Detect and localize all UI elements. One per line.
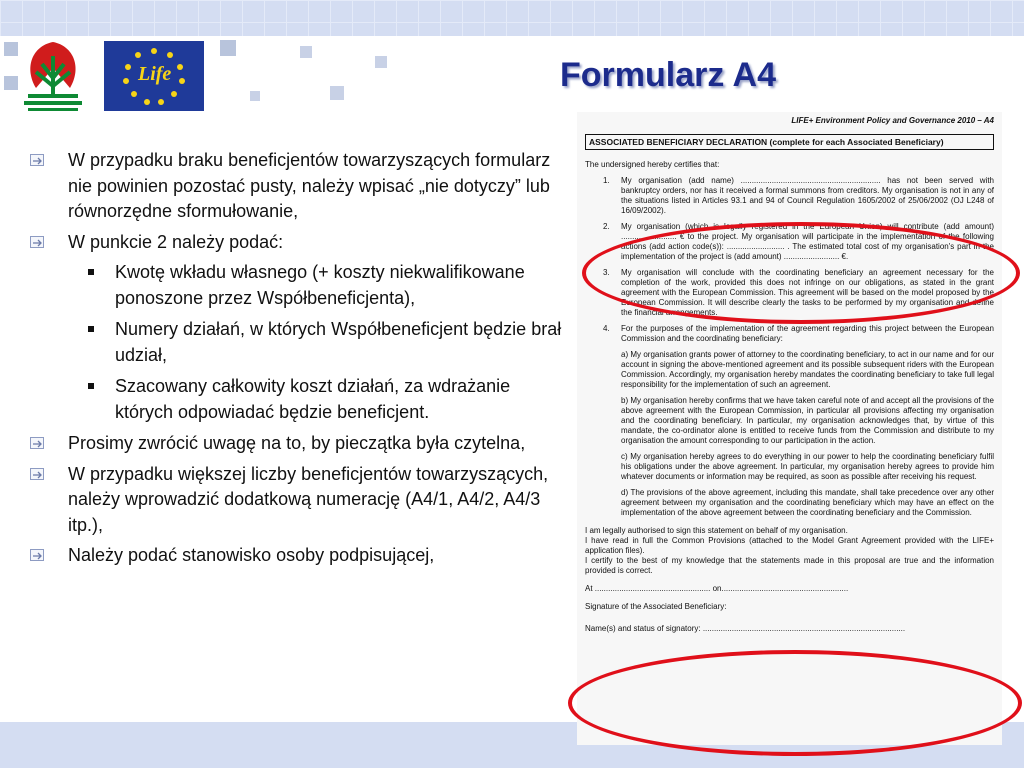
doc-names-line: Name(s) and status of signatory: ...........................................................................................: [585, 624, 906, 633]
highlight-oval-point-2: [582, 222, 1020, 324]
doc-intro: The undersigned hereby certifies that:: [585, 160, 720, 169]
grid-decoration: [0, 0, 1024, 36]
arrow-bullet-icon: [30, 549, 44, 561]
doc-header: LIFE+ Environment Policy and Governance 2010 – A4: [791, 116, 994, 125]
list-item: [30, 431, 565, 457]
ecological-fund-logo: [12, 38, 94, 114]
doc-signature-line: Signature of the Associated Beneficiary:: [585, 602, 727, 611]
doc-point-2: 2. My organisation (which is legally registered in the European Union) will contribute (add amount) ......................... € to the project. My organisation will participate in the implementation of the following actions (add action code(s)): .......................... . The estimated total cost of my organisation's part in the implementation of the project is (add amount) ......................... €.: [603, 222, 994, 261]
sub-list-item: [30, 374, 565, 425]
page-title: Formularz A4: [560, 56, 777, 94]
logo-strip: [0, 36, 400, 116]
list-item-text: W przypadku braku beneficjentów towarzyszących formularz nie powinien pozostać pusty, należy wpisać „nie dotyczy” lub równorzędne sformułowanie,: [68, 150, 551, 221]
sub-list-item: [30, 317, 565, 368]
doc-point-3: 3. My organisation will conclude with the coordinating beneficiary an agreement necessary for the completion of the work, provided this does not infringe on our obligations, as stated in the grant agreement with the European Commission. This agreement will be based on the model proposed by the European Commission. It will describe clearly the tasks to be performed by my organisation and define the financial arrangements.: [603, 268, 994, 317]
list-item-text: W przypadku większej liczby beneficjentów towarzyszących, należy wprowadzić dodatkową numerację (A4/1, A4/2, A4/3 itp.),: [68, 463, 549, 535]
list-item: [30, 230, 565, 256]
life-logo-text: Life: [138, 63, 172, 85]
doc-point-text: My organisation (add name) ............................................................... has not been served with bankruptcy orders, nor has it received a formal summons from creditors. My organisation is not in any of the situations listed in Articles 93.1 and 94 of Council Regulation 1605/2002 of 25/06/2002 (OJ L248 of 16/09/2002).: [621, 176, 994, 215]
square-bullet-icon: [88, 269, 94, 275]
sub-list-item-text: Szacowany całkowity koszt działań, za wdrażanie których odpowiadać będzie beneficjent.: [115, 376, 511, 422]
doc-place-date-line: At .................................................... on.........................................................: [585, 584, 849, 593]
sub-list-item: [30, 260, 565, 311]
square-bullet-icon: [88, 326, 94, 332]
list-item: [30, 543, 565, 569]
doc-point-4c: c) My organisation hereby agrees to do everything in our power to help the coordinating beneficiary fulfil his obligations under the above agreement. In particular, my organisation hereby agrees to provide him whatever documents or information may be required, as soon as possible after receiving his request.: [621, 452, 994, 481]
arrow-bullet-icon: [30, 236, 44, 248]
sub-list-item-text: Numery działań, w których Współbeneficjent będzie brał udział,: [115, 319, 562, 365]
list-item-text: Należy podać stanowisko osoby podpisującej,: [68, 545, 435, 565]
doc-point-4b: b) My organisation hereby confirms that we have taken careful note of and accept all the provisions of the above agreement with the European Commission, in particular all provisions affecting my organisation and the coordinating beneficiary. In particular, my organisation acknowledges that, by virtue of this mandate, the co-ordinator alone is entitled to receive funds from the Commission and distribute to my organisation the amount corresponding to our participation in the action.: [621, 396, 994, 445]
sub-list-item-text: Kwotę wkładu własnego (+ koszty niekwalifikowane ponoszone przez Współbeneficjenta),: [115, 262, 525, 308]
list-item: [30, 148, 565, 225]
doc-point-4a: a) My organisation grants power of attorney to the coordinating beneficiary, to act in our name and for our account in signing the above-mentioned agreement and its possible subsequent riders with the European Commission. Accordingly, my organisation hereby mandates the coordinating beneficiary to take full legal responsibility for the implementation of such an agreement.: [621, 350, 994, 389]
arrow-bullet-icon: [30, 437, 44, 449]
top-band: [0, 0, 1024, 36]
arrow-bullet-icon: [30, 468, 44, 480]
eu-life-logo: [104, 41, 204, 111]
doc-point-text: My organisation will conclude with the coordinating beneficiary an agreement necessary for the completion of the work, provided this does not infringe on our obligations, as stated in the grant agreement with the European Commission. This agreement will be based on the model proposed by the European Commission. It will describe clearly the tasks to be performed by my organisation and define the financial arrangements.: [621, 268, 994, 317]
doc-point-4d: d) The provisions of the above agreement, including this mandate, shall take precedence over any other agreement between my organisation and the coordinating beneficiary which may have an effect on the implementation of the above agreement between the coordinating beneficiary and the Commission.: [621, 488, 994, 517]
doc-point-4: 4. For the purposes of the implementation of the agreement regarding this project between the European Commission and the coordinating beneficiary:: [603, 324, 994, 343]
square-bullet-icon: [88, 383, 94, 389]
doc-point-text: For the purposes of the implementation of the agreement regarding this project between the European Commission and the coordinating beneficiary:: [621, 324, 994, 343]
list-item-text: Prosimy zwrócić uwagę na to, by pieczątka była czytelna,: [68, 433, 526, 453]
arrow-bullet-icon: [30, 154, 44, 166]
doc-sign-statement-2: I have read in full the Common Provisions (attached to the Model Grant Agreement provided with the LIFE+ application files).: [585, 536, 994, 555]
doc-point-1: 1. My organisation (add name) ............................................................... has not been served with bankruptcy orders, nor has it received a formal summons from creditors. My organisation is not in any of the situations listed in Articles 93.1 and 94 of Council Regulation 1605/2002 of 25/06/2002 (OJ L248 of 16/09/2002).: [603, 176, 994, 215]
instructions-list: [30, 148, 565, 574]
doc-declaration-title: ASSOCIATED BENEFICIARY DECLARATION (complete for each Associated Beneficiary): [585, 134, 994, 150]
list-item: [30, 462, 565, 539]
doc-sign-statement-1: I am legally authorised to sign this statement on behalf of my organisation.: [585, 526, 848, 535]
doc-sign-statement-3: I certify to the best of my knowledge that the statements made in this proposal are true and the information provided is correct.: [585, 556, 994, 575]
list-item-text: W punkcie 2 należy podać:: [68, 231, 284, 252]
doc-point-text: My organisation (which is legally registered in the European Union) will contribute (add amount) ......................... € to the project. My organisation will participate in the implementation of the following actions (add action code(s)): .......................... . The estimated total cost of my organisation's part in the implementation of the project is (add amount) ......................... €.: [621, 222, 994, 261]
highlight-oval-signature: [568, 650, 1022, 756]
